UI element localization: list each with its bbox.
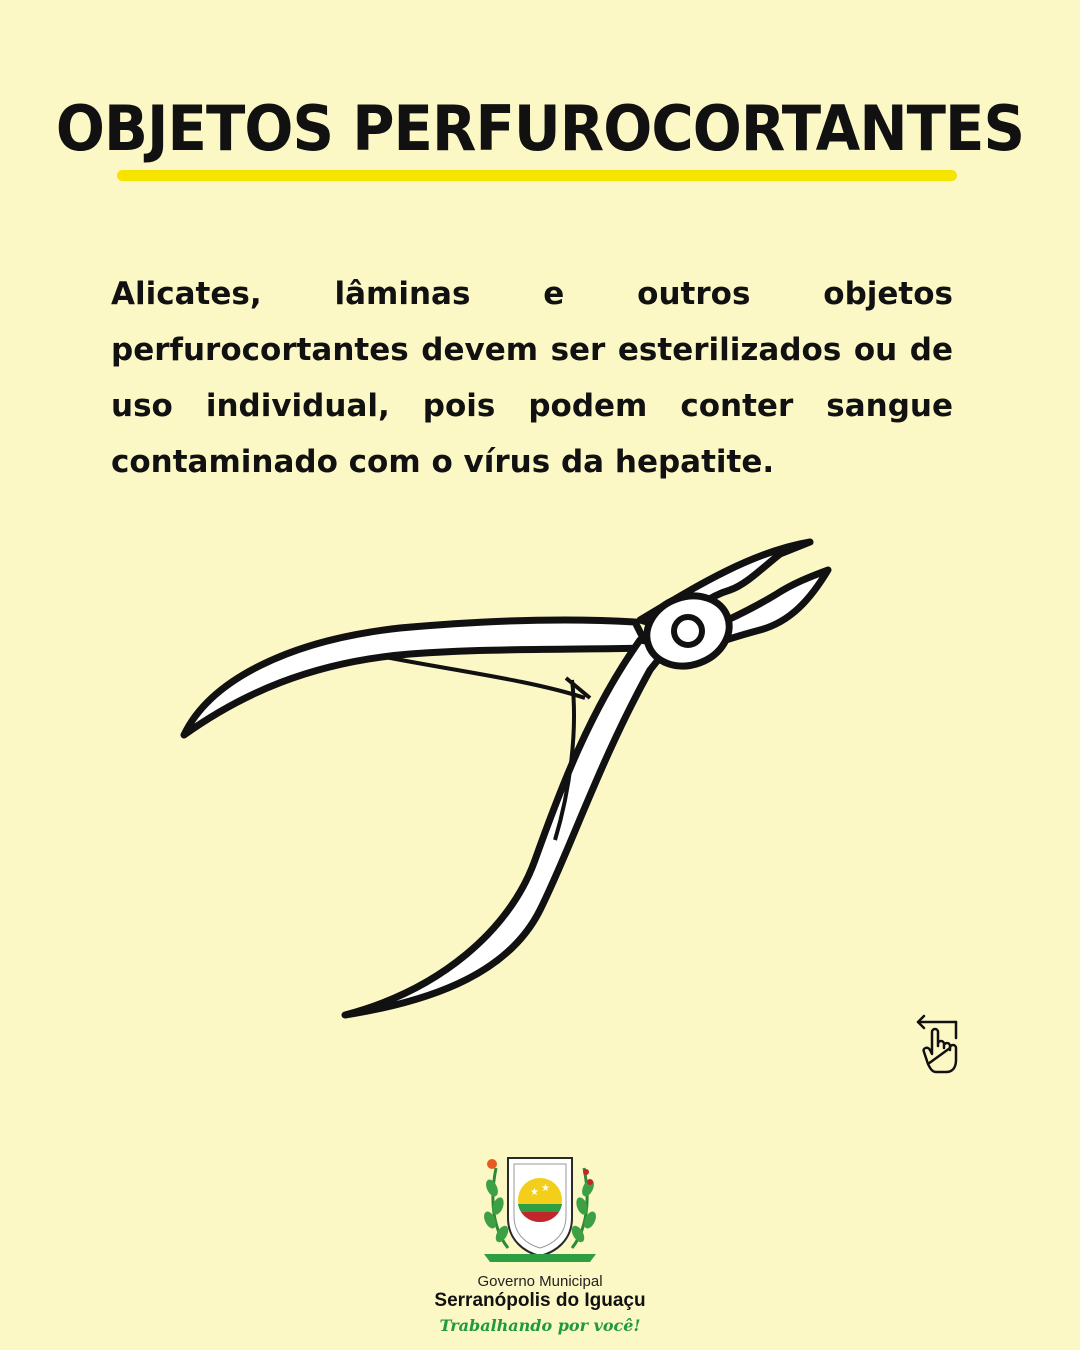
municipal-coat-of-arms [478, 1148, 602, 1272]
swipe-left-hand-icon[interactable] [912, 1012, 968, 1078]
footer-city-name: Serranópolis do Iguaçu [434, 1290, 646, 1311]
svg-text:★: ★ [530, 1187, 539, 1198]
footer-slogan: Trabalhando por você! [439, 1316, 641, 1335]
cuticle-nipper-illustration [170, 530, 850, 1040]
footer-government-label: Governo Municipal [477, 1273, 603, 1290]
svg-text:★: ★ [541, 1183, 550, 1194]
title-underline [117, 170, 957, 181]
body-paragraph: Alicates, lâminas e outros objetos perfurocortantes devem ser esterilizados ou de uso individual, pois podem conter sangue contaminado com o vírus da hepatite. [111, 276, 953, 480]
pivot-screw [674, 617, 702, 645]
page-title: OBJETOS PERFUROCORTANTES [55, 92, 1025, 165]
